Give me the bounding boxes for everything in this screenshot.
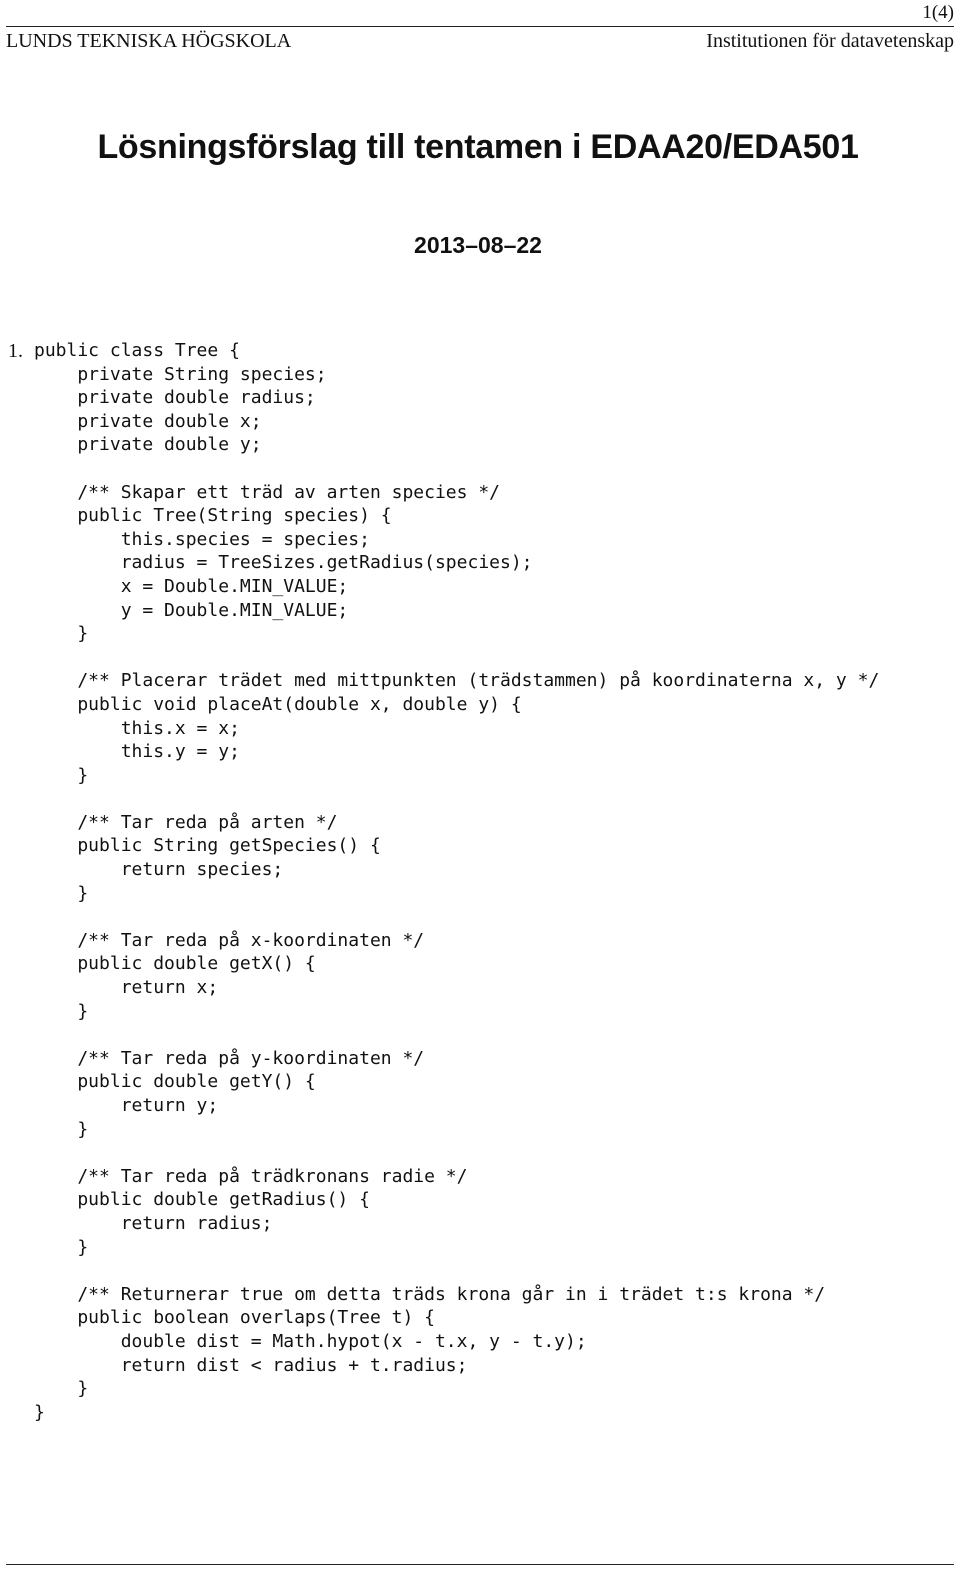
code-line: return radius; bbox=[34, 1212, 273, 1234]
code-line: public double getX() { bbox=[34, 953, 316, 975]
code-line: public double getY() { bbox=[34, 1071, 316, 1093]
code-line: public Tree(String species) { bbox=[34, 505, 392, 527]
code-line: } bbox=[34, 1118, 89, 1140]
header-institution-left: LUNDS TEKNISKA HÖGSKOLA bbox=[6, 30, 292, 52]
code-line: private double x; bbox=[34, 410, 262, 432]
code-line: private double y; bbox=[34, 434, 262, 456]
code-line: double dist = Math.hypot(x - t.x, y - t.y); bbox=[34, 1330, 587, 1352]
code-line: /** Returnerar true om detta träds krona går in i trädet t:s krona */ bbox=[34, 1283, 826, 1305]
code-line: /** Skapar ett träd av arten species */ bbox=[34, 481, 500, 503]
code-line: public boolean overlaps(Tree t) { bbox=[34, 1307, 435, 1329]
code-line: } bbox=[34, 623, 89, 645]
code-line bbox=[34, 787, 879, 811]
code-line: } bbox=[34, 1000, 89, 1022]
code-line: /** Tar reda på trädkronans radie */ bbox=[34, 1165, 468, 1187]
code-line bbox=[34, 1141, 879, 1165]
code-block bbox=[34, 339, 879, 1424]
code-line bbox=[34, 905, 879, 929]
code-line: public class Tree { bbox=[34, 340, 240, 361]
code-line: this.x = x; bbox=[34, 717, 240, 739]
header-department-right: Institutionen för datavetenskap bbox=[706, 30, 954, 52]
code-line: /** Placerar trädet med mittpunkten (trädstammen) på koordinaterna x, y */ bbox=[34, 670, 880, 692]
code-line bbox=[34, 457, 879, 481]
code-line bbox=[34, 1023, 879, 1047]
code-line: return species; bbox=[34, 859, 284, 881]
code-line: /** Tar reda på y-koordinaten */ bbox=[34, 1047, 425, 1069]
code-line: x = Double.MIN_VALUE; bbox=[34, 575, 349, 597]
code-line: } bbox=[34, 1236, 89, 1258]
code-line: y = Double.MIN_VALUE; bbox=[34, 599, 349, 621]
page-number: 1(4) bbox=[922, 2, 954, 23]
code-line: } bbox=[34, 1401, 45, 1423]
code-line bbox=[34, 646, 879, 670]
code-line: this.species = species; bbox=[34, 528, 370, 550]
code-line: return x; bbox=[34, 977, 219, 999]
header-rule bbox=[6, 26, 954, 27]
code-line: this.y = y; bbox=[34, 741, 240, 763]
code-line: private String species; bbox=[34, 363, 327, 385]
code-line: /** Tar reda på x-koordinaten */ bbox=[34, 929, 425, 951]
code-line: return dist < radius + t.radius; bbox=[34, 1354, 468, 1376]
code-line: public String getSpecies() { bbox=[34, 835, 381, 857]
footer-rule bbox=[6, 1564, 954, 1565]
code-line: } bbox=[34, 764, 89, 786]
code-line: public void placeAt(double x, double y) { bbox=[34, 693, 522, 715]
document-title: Lösningsförslag till tentamen i EDAA20/EDA501 bbox=[97, 128, 859, 166]
code-line: /** Tar reda på arten */ bbox=[34, 811, 338, 833]
code-line: return y; bbox=[34, 1095, 219, 1116]
document-date: 2013–08–22 bbox=[414, 232, 542, 258]
code-line: } bbox=[34, 882, 89, 904]
code-line: public double getRadius() { bbox=[34, 1189, 370, 1211]
code-line: } bbox=[34, 1378, 89, 1400]
code-line bbox=[34, 1259, 879, 1283]
code-line: private double radius; bbox=[34, 387, 316, 409]
code-line: radius = TreeSizes.getRadius(species); bbox=[34, 552, 533, 574]
question-number: 1. bbox=[8, 340, 23, 362]
